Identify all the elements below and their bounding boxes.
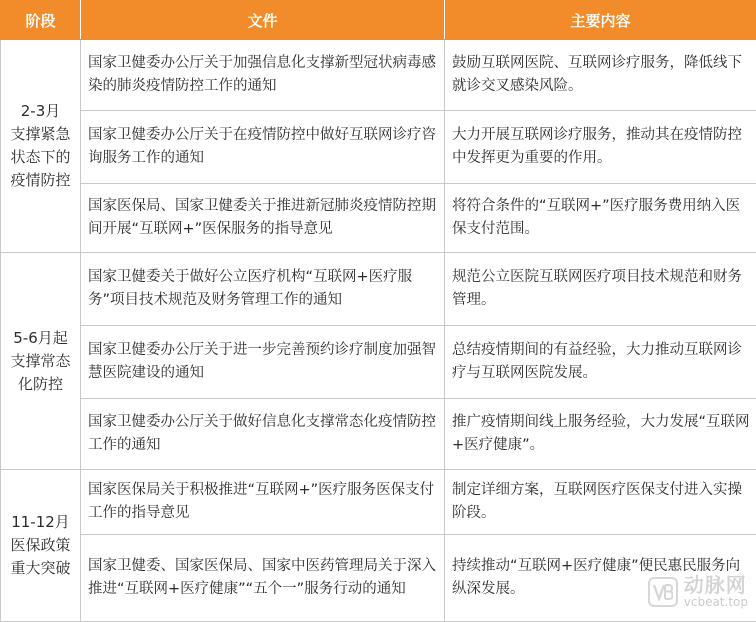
phase-line: 支撑常态 — [10, 352, 70, 370]
phase-line: 支撑紧急 — [10, 125, 70, 143]
phase-cell — [1, 40, 81, 253]
table-header-row — [1, 1, 756, 40]
watermark — [648, 574, 748, 609]
content-cell: 将符合条件的“互联网+”医疗服务费用纳入医保支付范围。 — [445, 184, 756, 253]
document-cell: 国家卫健委、国家医保局、国家中医药管理局关于深入推进“互联网+医疗健康”“五个一”服务行动的通知 — [81, 535, 445, 622]
phase-cell — [1, 253, 81, 470]
content-cell: 规范公立医院互联网医疗项目技术规范和财务管理。 — [445, 253, 756, 326]
document-cell: 国家卫健委办公厅关于做好信息化支撑常态化疫情防控工作的通知 — [81, 399, 445, 470]
document-cell: 国家卫健委办公厅关于在疫情防控中做好互联网诊疗咨询服务工作的通知 — [81, 111, 445, 184]
content-cell: 大力开展互联网诊疗服务，推动其在疫情防控中发挥更为重要的作用。 — [445, 111, 756, 184]
content-cell: 推广疫情期间线上服务经验，大力发展“互联网+医疗健康”。 — [445, 399, 756, 470]
document-cell: 国家卫健委办公厅关于进一步完善预约诊疗制度加强智慧医院建设的通知 — [81, 326, 445, 399]
watermark-name: 动脉网 — [684, 574, 747, 596]
document-cell: 国家卫健委办公厅关于加强信息化支撑新型冠状病毒感染的肺炎疫情防控工作的通知 — [81, 40, 445, 111]
document-cell: 国家卫健委关于做好公立医疗机构“互联网+医疗服务”项目技术规范及财务管理工作的通知 — [81, 253, 445, 326]
watermark-site: vcbeat.top — [684, 596, 748, 609]
phase-line: 5-6月起 — [13, 329, 68, 347]
phase-line: 重大突破 — [10, 559, 70, 577]
table-row — [1, 326, 756, 399]
document-cell: 国家医保局、国家卫健委关于推进新冠肺炎疫情防控期间开展“互联网+”医保服务的指导意见 — [81, 184, 445, 253]
header-document: 文件 — [81, 1, 445, 40]
content-cell: 鼓励互联网医院、互联网诊疗服务，降低线下就诊交叉感染风险。 — [445, 40, 756, 111]
document-cell: 国家医保局关于积极推进“互联网+”医疗服务医保支付工作的指导意见 — [81, 470, 445, 535]
content-cell: 持续推动“互联网+医疗健康”便民惠民服务向纵深发展。 — [445, 535, 756, 622]
watermark-text — [684, 574, 748, 609]
table-row — [1, 535, 756, 622]
phase-line: 状态下的 — [10, 148, 70, 166]
content-cell: 总结疫情期间的有益经验，大力推动互联网诊疗与互联网医院发展。 — [445, 326, 756, 399]
table-row — [1, 399, 756, 470]
table-row — [1, 184, 756, 253]
header-phase: 阶段 — [1, 1, 81, 40]
table-row — [1, 40, 756, 111]
phase-line: 疫情防控 — [10, 171, 70, 189]
phase-line: 2-3月 — [21, 102, 61, 120]
phase-line: 11-12月 — [11, 513, 70, 531]
table-row — [1, 111, 756, 184]
table-row — [1, 470, 756, 535]
vb-logo-icon — [648, 577, 678, 607]
phase-cell — [1, 470, 81, 622]
phase-line: 医保政策 — [10, 536, 70, 554]
header-content: 主要内容 — [445, 1, 756, 40]
table-row — [1, 253, 756, 326]
content-cell: 制定详细方案，互联网医疗医保支付进入实操阶段。 — [445, 470, 756, 535]
phase-line: 化防控 — [18, 375, 63, 393]
